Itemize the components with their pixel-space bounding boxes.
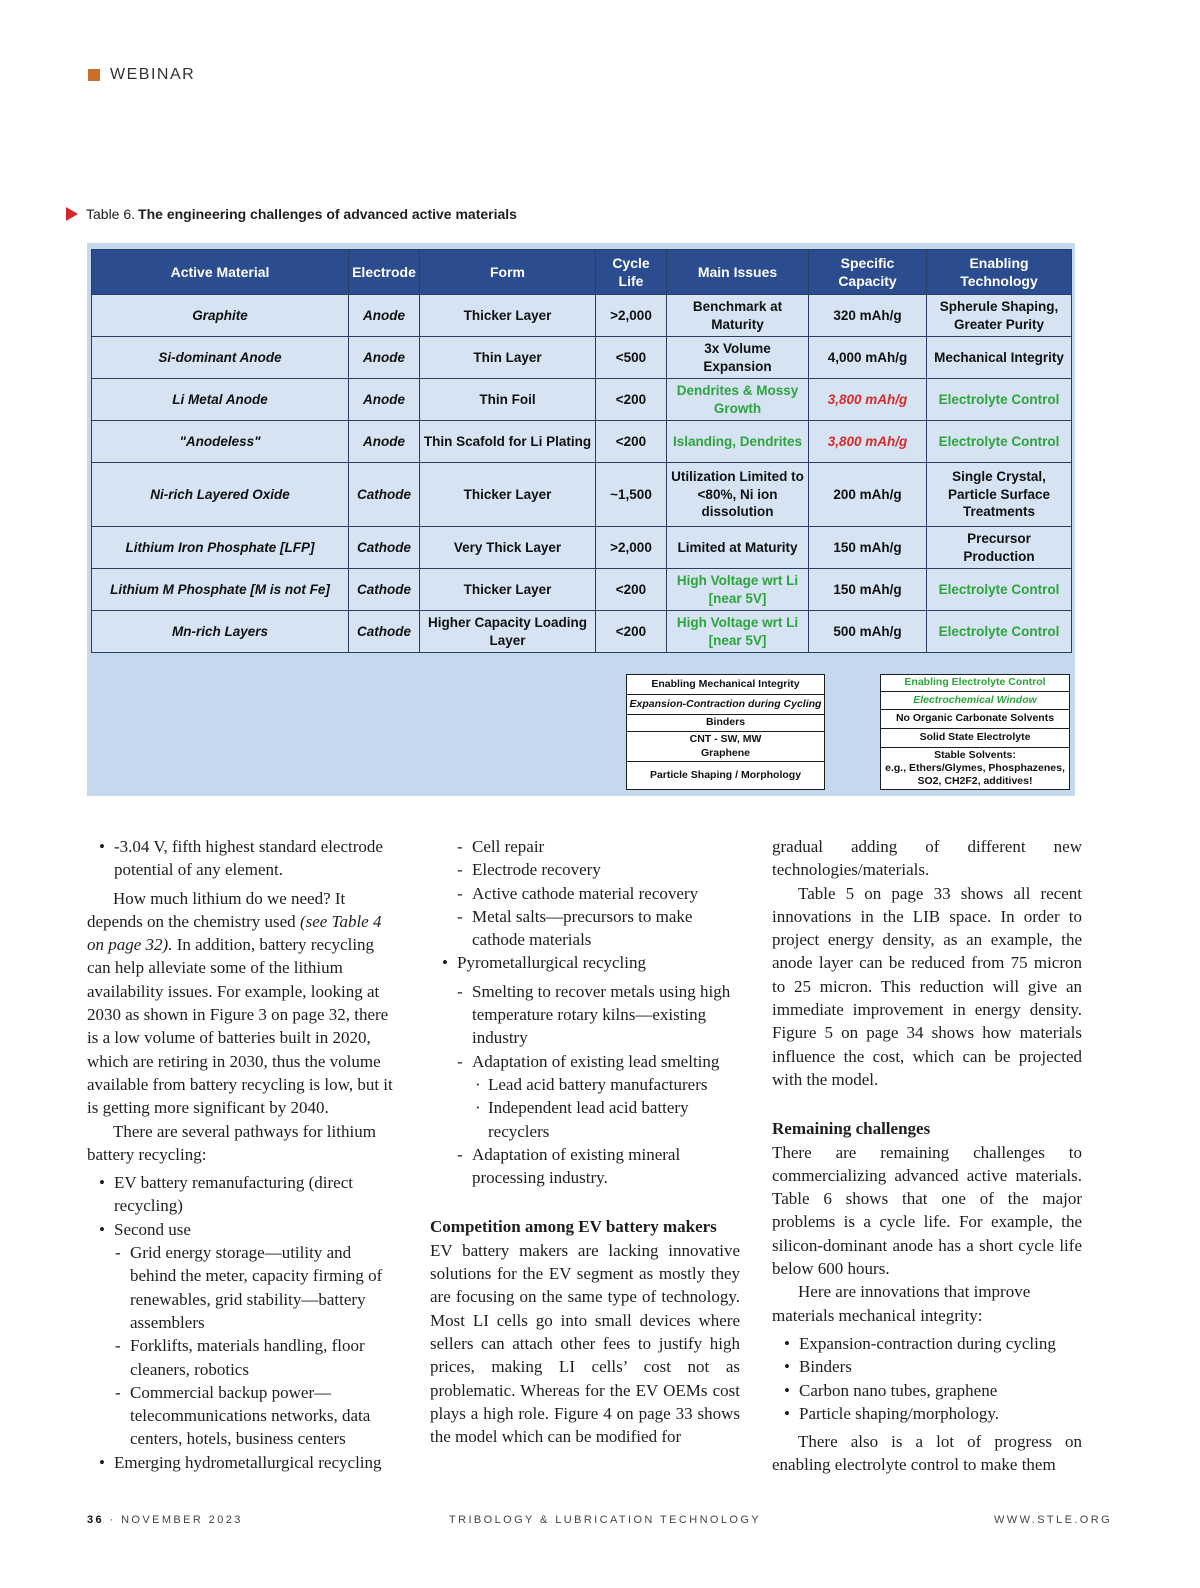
cell-material: Lithium Iron Phosphate [LFP] (92, 527, 349, 569)
cell-main-issues: Limited at Maturity (667, 527, 809, 569)
table-row (92, 527, 1072, 569)
list-item (87, 835, 395, 882)
cell-main-issues: High Voltage wrt Li [near 5V] (667, 611, 809, 653)
cell-main-issues: Islanding, Dendrites (667, 421, 809, 463)
cell-form: Thin Foil (420, 379, 596, 421)
header-active-material: Active Material (92, 250, 349, 295)
list-item-text: Cell repair (472, 837, 545, 856)
cell-electrode: Cathode (349, 569, 420, 611)
cell-form: Higher Capacity Loading Layer (420, 611, 596, 653)
cell-cycle-life: >2,000 (596, 527, 667, 569)
cell-form: Very Thick Layer (420, 527, 596, 569)
list-item-text: Adaptation of existing lead smelting (472, 1051, 720, 1071)
dash-mark: - (457, 837, 463, 856)
elec-item: Solid State Electrolyte (881, 729, 1070, 748)
list-item-text: Metal salts—precursors to make cathode materials (472, 906, 693, 950)
elec-item: Electrochemical Window (881, 692, 1070, 710)
list-item-text: Binders (799, 1357, 852, 1377)
list-item (430, 1143, 740, 1190)
mech-item-graphene: Graphene (700, 746, 750, 759)
table-row (92, 569, 1072, 611)
paragraph: There also is a lot of progress on enabling electrolyte control to make them (772, 1432, 1082, 1475)
table-row (92, 295, 1072, 337)
section-heading: Competition among EV battery makers (430, 1217, 717, 1237)
cell-cycle-life: >2,000 (596, 295, 667, 337)
footer-page-info (87, 1514, 243, 1526)
list-item-text: -3.04 V, fifth highest standard electrode potential of any element. (114, 837, 383, 880)
section-marker (88, 69, 100, 81)
table-row (92, 379, 1072, 421)
cell-enabling-technology: Mechanical Integrity (927, 337, 1072, 379)
list-item (87, 1451, 395, 1474)
list-item (430, 835, 740, 858)
bullet-mark: • (784, 1357, 790, 1377)
cell-electrode: Cathode (349, 611, 420, 653)
list-item (772, 1355, 1082, 1378)
header-form: Form (420, 250, 596, 295)
dash-mark: - (457, 860, 463, 880)
paragraph: EV battery makers are lacking innovative solutions for the EV segment as mostly they are focusing on the same type of technology. Most LI cells go into small devices where sellers can attach other fees to justify high prices, making LI cells’ cost not as problematic. Whereas for the EV OEMs cost plays a high role. Figure 4 on page 33 shows the model which can be modified for (430, 1240, 740, 1447)
cell-material: "Anodeless" (92, 421, 349, 463)
list-item (772, 1402, 1082, 1425)
list-item-text: Particle shaping/morphology. (799, 1403, 1000, 1423)
list-item-text: Grid energy storage—utility and behind the meter, capacity firming of renewables, grid stability—battery assemblers (130, 1243, 383, 1332)
cell-material: Ni-rich Layered Oxide (92, 463, 349, 527)
dash-mark: - (115, 1243, 121, 1263)
list-item (772, 1379, 1082, 1402)
elec-stable-solvents: Stable Solvents: (934, 749, 1016, 761)
list-item (430, 858, 740, 881)
dash-mark: - (115, 1336, 121, 1356)
cell-specific-capacity: 200 mAh/g (809, 463, 927, 527)
list-item-text: EV battery remanufacturing (direct recycling) (114, 1173, 353, 1216)
cell-material: Graphite (92, 295, 349, 337)
header-cycle-life: Cycle Life (596, 250, 667, 295)
table-row (92, 421, 1072, 463)
paragraph (87, 887, 395, 1120)
elec-title: Enabling Electrolyte Control (881, 675, 1070, 692)
table-caption (66, 206, 517, 222)
list-item (87, 1381, 395, 1451)
bullet-mark: • (442, 953, 448, 973)
cell-main-issues: 3x Volume Expansion (667, 337, 809, 379)
list-item-text: Emerging hydrometallurgical recycling (114, 1452, 382, 1472)
bullet-mark: • (784, 1403, 790, 1423)
bullet-mark: • (784, 1333, 790, 1353)
bullet-mark: • (784, 1380, 790, 1400)
bullet-mark: • (99, 1452, 105, 1472)
cell-enabling-technology: Electrolyte Control (927, 569, 1072, 611)
header-main-issues: Main Issues (667, 250, 809, 295)
list-item (87, 1241, 395, 1334)
cell-main-issues: Benchmark at Maturity (667, 295, 809, 337)
mech-item: Particle Shaping / Morphology (627, 762, 825, 790)
website-link[interactable]: WWW.STLE.ORG (994, 1514, 1113, 1526)
list-item-text: Lead acid battery manufacturers (488, 1074, 708, 1094)
caption-arrow-icon (66, 207, 78, 221)
page-number: 36 (87, 1514, 105, 1526)
section-heading: Remaining challenges (772, 1119, 931, 1139)
cell-material: Li Metal Anode (92, 379, 349, 421)
list-item (430, 905, 740, 952)
cell-specific-capacity: 320 mAh/g (809, 295, 927, 337)
table-row (92, 611, 1072, 653)
list-item (430, 951, 740, 974)
bullet-mark: • (99, 837, 105, 856)
issue-date: NOVEMBER 2023 (121, 1514, 243, 1526)
list-item (87, 1218, 395, 1241)
cell-material: Si-dominant Anode (92, 337, 349, 379)
dot-mark: · (475, 1098, 481, 1118)
cell-enabling-technology: Single Crystal, Particle Surface Treatments (927, 463, 1072, 527)
elec-item: No Organic Carbonate Solvents (881, 710, 1070, 729)
list-item-text: Electrode recovery (472, 860, 601, 880)
list-item-text: Commercial backup power—telecommunications networks, data centers, hotels, business centers (130, 1382, 371, 1449)
cell-enabling-technology: Electrolyte Control (927, 421, 1072, 463)
paragraph: gradual adding of different new technologies/materials. (772, 837, 1082, 880)
dash-mark: - (457, 906, 463, 926)
cell-specific-capacity: 4,000 mAh/g (809, 337, 927, 379)
challenges-table (91, 249, 1072, 653)
footer-separator: · (109, 1514, 116, 1526)
cell-specific-capacity: 3,800 mAh/g (809, 421, 927, 463)
cell-electrode: Anode (349, 295, 420, 337)
table-row (92, 337, 1072, 379)
cell-main-issues: Dendrites & Mossy Growth (667, 379, 809, 421)
caption-number: Table 6. (86, 206, 136, 222)
section-label: WEBINAR (110, 66, 196, 83)
cell-form: Thicker Layer (420, 463, 596, 527)
cell-specific-capacity: 150 mAh/g (809, 569, 927, 611)
list-item (87, 1334, 395, 1381)
paragraph: Here are innovations that improve materials mechanical integrity: (772, 1282, 1031, 1325)
cell-specific-capacity: 500 mAh/g (809, 611, 927, 653)
list-item (87, 1171, 395, 1218)
cell-enabling-technology: Spherule Shaping, Greater Purity (927, 295, 1072, 337)
cell-cycle-life: <200 (596, 569, 667, 611)
text-column-2 (430, 835, 740, 1448)
list-item (430, 882, 740, 905)
cell-cycle-life: <200 (596, 421, 667, 463)
mech-item-cnt: CNT - SW, MW (689, 733, 762, 746)
cell-cycle-life: <200 (596, 611, 667, 653)
cell-electrode: Cathode (349, 527, 420, 569)
cell-enabling-technology: Precursor Production (927, 527, 1072, 569)
list-item-text: Active cathode material recovery (472, 883, 699, 903)
bullet-mark: • (99, 1219, 105, 1239)
header-specific-capacity: Specific Capacity (809, 250, 927, 295)
list-item-text: Smelting to recover metals using high temperature rotary kilns—existing industry (472, 981, 731, 1048)
cell-electrode: Anode (349, 421, 420, 463)
cell-form: Thin Scafold for Li Plating (420, 421, 596, 463)
section-tag (88, 66, 195, 84)
cell-enabling-technology: Electrolyte Control (927, 379, 1072, 421)
mech-item: Binders (627, 715, 825, 732)
table-row (92, 463, 1072, 527)
header-enabling-technology: Enabling Technology (927, 250, 1072, 295)
cell-cycle-life: ~1,500 (596, 463, 667, 527)
list-item (772, 1332, 1082, 1355)
cell-electrode: Cathode (349, 463, 420, 527)
list-item (430, 1073, 740, 1096)
cell-electrode: Anode (349, 337, 420, 379)
dash-mark: - (457, 1051, 463, 1071)
dash-mark: - (457, 1144, 463, 1164)
dash-mark: - (457, 981, 463, 1001)
dash-mark: - (115, 1382, 121, 1402)
caption-title: The engineering challenges of advanced active materials (138, 206, 517, 222)
bullet-mark: • (99, 1173, 105, 1193)
cell-main-issues: High Voltage wrt Li [near 5V] (667, 569, 809, 611)
table-figure (87, 243, 1075, 796)
text-column-3 (772, 835, 1082, 1477)
cell-form: Thicker Layer (420, 295, 596, 337)
mech-title: Enabling Mechanical Integrity (627, 675, 825, 695)
cell-specific-capacity: 3,800 mAh/g (809, 379, 927, 421)
cell-enabling-technology: Electrolyte Control (927, 611, 1072, 653)
dot-mark: · (475, 1074, 481, 1094)
list-item-text: Carbon nano tubes, graphene (799, 1380, 998, 1400)
paragraph: Table 5 on page 33 shows all recent innovations in the LIB space. In order to project energy density, as an example, the anode layer can be reduced from 75 micron to 25 micron. This reduction will give an immediate improvement in energy density. Figure 5 on page 34 shows how materials influence the cost, which can be projected with the model. (772, 883, 1082, 1089)
text-column-1 (87, 835, 395, 1474)
paragraph: There are remaining challenges to commercializing advanced active materials. Table 6 shows that one of the major problems is a cycle life. For example, the silicon-dominant anode has a short cycle life below 600 hours. (772, 1142, 1082, 1279)
elec-item (881, 748, 1070, 790)
cell-form: Thicker Layer (420, 569, 596, 611)
paragraph-text: In addition, battery recycling can help alleviate some of the lithium availability issues. For example, looking at 2030 as shown in Figure 3 on page 32, there is a low volume of batteries built in 2020, which are retiring in 2030, thus the volume available from battery recycling is low, but it is getting more significant by 2040. (87, 935, 393, 1118)
list-item-text: Independent lead acid battery recyclers (488, 1098, 689, 1141)
header-electrode: Electrode (349, 250, 420, 295)
cell-form: Thin Layer (420, 337, 596, 379)
cell-material: Mn-rich Layers (92, 611, 349, 653)
list-item (430, 1096, 740, 1143)
cell-cycle-life: <200 (596, 379, 667, 421)
cell-material: Lithium M Phosphate [M is not Fe] (92, 569, 349, 611)
list-item-text: Adaptation of existing mineral processing industry. (472, 1144, 681, 1188)
paragraph-text: How much lithium do we need? It depends on the chemistry used (87, 888, 346, 931)
list-item-text: Pyrometallurgical recycling (457, 953, 646, 973)
list-item-text: Second use (114, 1219, 191, 1239)
cell-cycle-life: <500 (596, 337, 667, 379)
mech-item (627, 732, 825, 762)
magazine-name: TRIBOLOGY & LUBRICATION TECHNOLOGY (449, 1514, 762, 1526)
cell-electrode: Anode (349, 379, 420, 421)
table-header-row (92, 250, 1072, 295)
paragraph: There are several pathways for lithium battery recycling: (87, 1121, 376, 1164)
elec-solvent-examples: e.g., Ethers/Glymes, Phosphazenes, SO2, CH2F2, additives! (885, 762, 1065, 788)
list-item-text: Forklifts, materials handling, floor cleaners, robotics (130, 1336, 365, 1379)
list-item (430, 980, 740, 1050)
electrolyte-control-box (880, 674, 1070, 790)
list-item-text: Expansion-contraction during cycling (799, 1333, 1056, 1353)
mechanical-integrity-box (626, 674, 825, 790)
cell-specific-capacity: 150 mAh/g (809, 527, 927, 569)
dash-mark: - (457, 883, 463, 903)
cell-main-issues: Utilization Limited to <80%, Ni ion dissolution (667, 463, 809, 527)
table-reference: (see Table 4 on page 32). (87, 911, 382, 955)
list-item (430, 1050, 740, 1073)
mech-item: Expansion-Contraction during Cycling (627, 695, 825, 715)
